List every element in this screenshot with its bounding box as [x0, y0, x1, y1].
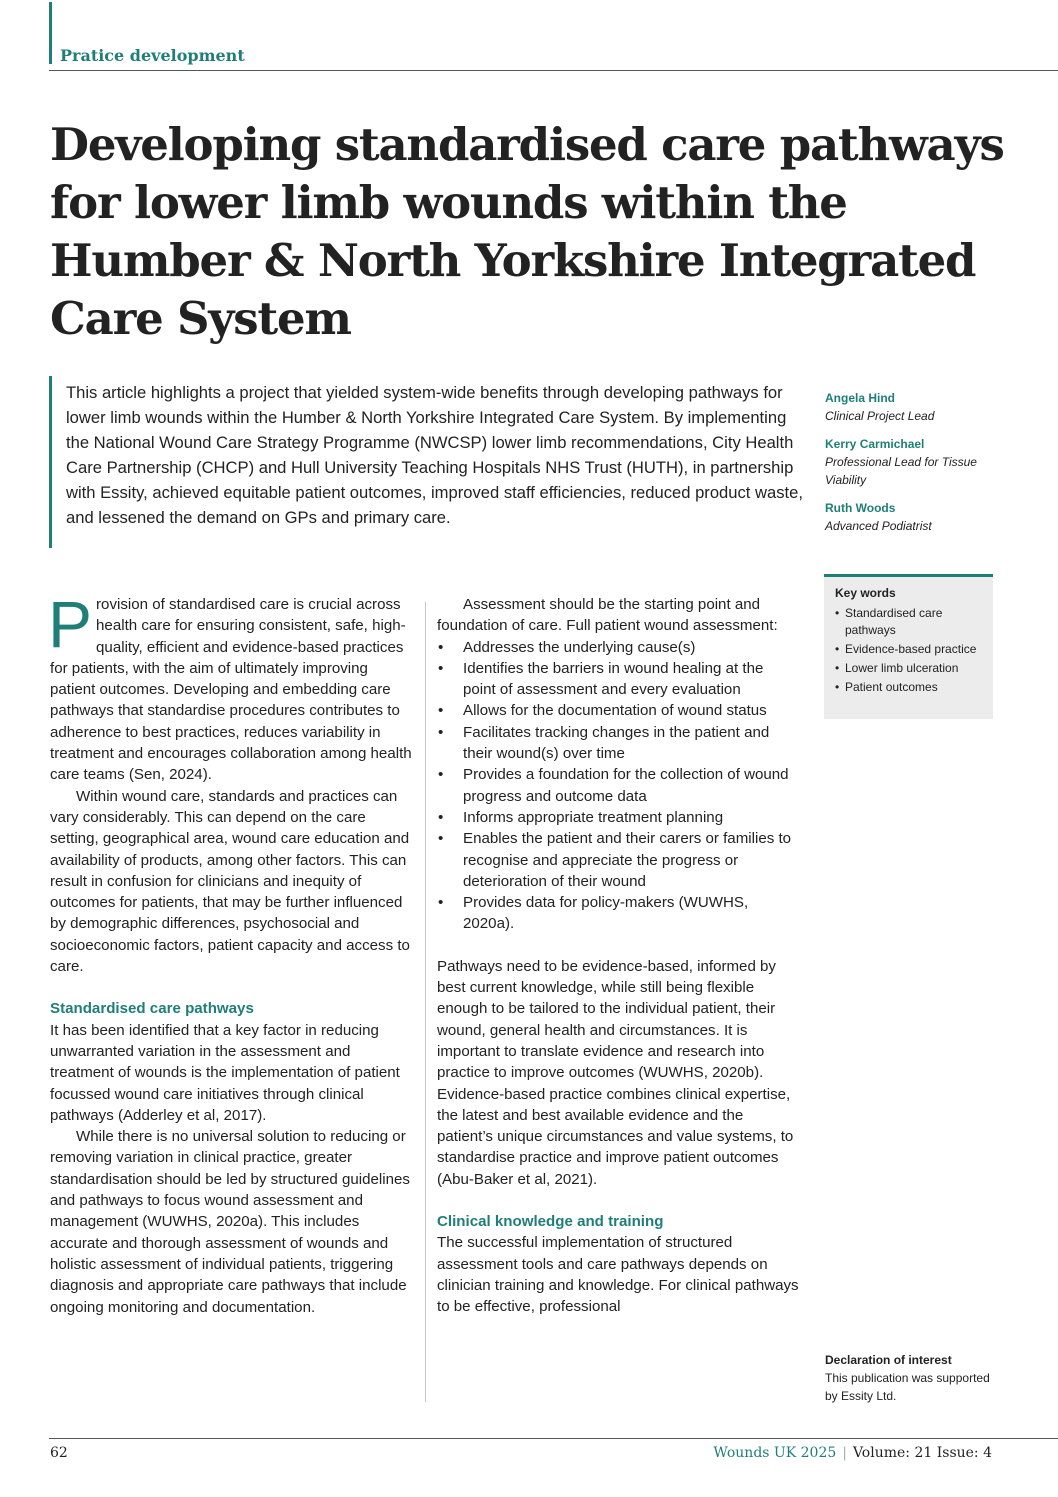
page-number: 62 [50, 1445, 68, 1461]
subheading-standardised-care-pathways: Standardised care pathways [50, 1000, 254, 1018]
article-title: Developing standardised care pathways for lower limb wounds within the Humber & North Yorkshire Integrated Care System [50, 118, 1004, 345]
author-list [825, 389, 995, 545]
drop-cap: P [48, 587, 93, 661]
author [825, 389, 995, 425]
body-column-2 [437, 594, 799, 1318]
key-word: • Patient outcomes [835, 679, 983, 697]
author-name: Ruth Woods [825, 501, 896, 515]
bullet-item: • Addresses the underlying cause(s) [437, 637, 799, 658]
intro-paragraph [48, 587, 414, 786]
key-words-title: Key words [835, 586, 896, 600]
column-divider [425, 602, 426, 1402]
key-word: • Evidence-based practice [835, 641, 983, 659]
footer-rule [49, 1438, 1058, 1439]
body-paragraph: The successful implementation of structured assessment tools and care pathways depends on clinician training and knowledge. For clinical pathways to be effective, professional [437, 1234, 799, 1316]
standfirst-accent-bar [49, 376, 52, 548]
footer-separator: | [842, 1445, 847, 1461]
author-role: Professional Lead for Tissue Viability [825, 455, 977, 487]
author-role: Advanced Podiatrist [825, 519, 932, 533]
declaration-of-interest [825, 1351, 995, 1405]
bullet-item: • Identifies the barriers in wound healing at the point of assessment and every evaluation [437, 658, 799, 701]
bullet-item: • Informs appropriate treatment planning [437, 807, 799, 828]
body-paragraph: It has been identified that a key factor in reducing unwarranted variation in the assessment and treatment of wounds is the implementation of patient focussed wound care initiatives through clinical pathways (Adderley et al, 2017). [50, 1021, 400, 1124]
declaration-title: Declaration of interest [825, 1353, 952, 1367]
subheading-clinical-knowledge: Clinical knowledge and training [437, 1213, 664, 1231]
key-word: • Standardised care pathways [835, 605, 983, 640]
body-paragraph: While there is no universal solution to reducing or removing variation in clinical practice, greater standardisation should be led by structured guidelines and pathways to focus wound assessment and management (WUWHS, 2020a). This includes accurate and thorough assessment of wounds and holistic assessment of individual patients, triggering diagnosis and appropriate care pathways that include ongoing monitoring and documentation. [50, 1128, 410, 1316]
key-words-list [835, 605, 983, 697]
intro-paragraph-text: rovision of standardised care is crucial across health care for ensuring consistent, safe, high-quality, efficient and evidence-based practices for patients, with the aim of ultimately improving patient outcomes. Developing and embedding care pathways that standardise procedures contributes to adherence to best practices, reduces variability in treatment and encourages collaboration among health care teams (Sen, 2024). [50, 596, 412, 784]
author-role: Clinical Project Lead [825, 409, 935, 423]
bullet-item: • Enables the patient and their carers or families to recognise and appreciate the progress or deterioration of their wound [437, 828, 799, 892]
journal-volume: Volume: 21 Issue: 4 [852, 1445, 992, 1461]
assessment-bullet-list [437, 637, 799, 935]
header-accent-bar [49, 2, 52, 64]
key-words-box [824, 574, 993, 719]
bullet-item: • Provides a foundation for the collection of wound progress and outcome data [437, 764, 799, 807]
author [825, 435, 995, 489]
standfirst: This article highlights a project that yielded system-wide benefits through developing pathways for lower limb wounds within the Humber & North Yorkshire Integrated Care System. By implementing the National Wound Care Strategy Programme (NWCSP) lower limb recommendations, City Health Care Partnership (CHCP) and Hull University Teaching Hospitals NHS Trust (HUTH), in partnership with Essity, achieved equitable patient outcomes, improved staff efficiencies, reduced product waste, and lessened the demand on GPs and primary care. [66, 383, 803, 527]
section-label: Pratice development [60, 46, 245, 65]
bullet-item: • Provides data for policy-makers (WUWHS, 2020a). [437, 892, 799, 935]
bullet-item: • Facilitates tracking changes in the patient and their wound(s) over time [437, 722, 799, 765]
author [825, 499, 995, 535]
body-paragraph: Pathways need to be evidence-based, informed by best current knowledge, while still being flexible enough to be tailored to the individual patient, their wound, general health and circumstances. It is important to translate evidence and research into practice to improve outcomes (WUWHS, 2020b). Evidence-based practice combines clinical expertise, the latest and best available evidence and the patient’s unique circumstances and value systems, to standardise practice and improve patient outcomes (Abu-Baker et al, 2021). [437, 957, 794, 1188]
journal-citation [713, 1445, 992, 1461]
journal-name: Wounds UK 2025 [713, 1445, 837, 1461]
declaration-text: This publication was supported by Essity Ltd. [825, 1371, 990, 1403]
header-rule [49, 70, 1058, 71]
author-name: Angela Hind [825, 391, 896, 405]
body-paragraph: Assessment should be the starting point and foundation of care. Full patient wound assessment: [437, 596, 778, 635]
body-paragraph: Within wound care, standards and practices can vary considerably. This can depend on the care setting, geographical area, wound care education and availability of products, among other factors. This can result in confusion for clinicians and inequity of outcomes for patients, that may be further influenced by demographic differences, psychosocial and socioeconomic factors, patient capacity and access to care. [50, 787, 410, 976]
bullet-item: • Allows for the documentation of wound status [437, 700, 799, 721]
body-column-1 [48, 587, 414, 1318]
author-name: Kerry Carmichael [825, 437, 925, 451]
key-word: • Lower limb ulceration [835, 660, 983, 678]
